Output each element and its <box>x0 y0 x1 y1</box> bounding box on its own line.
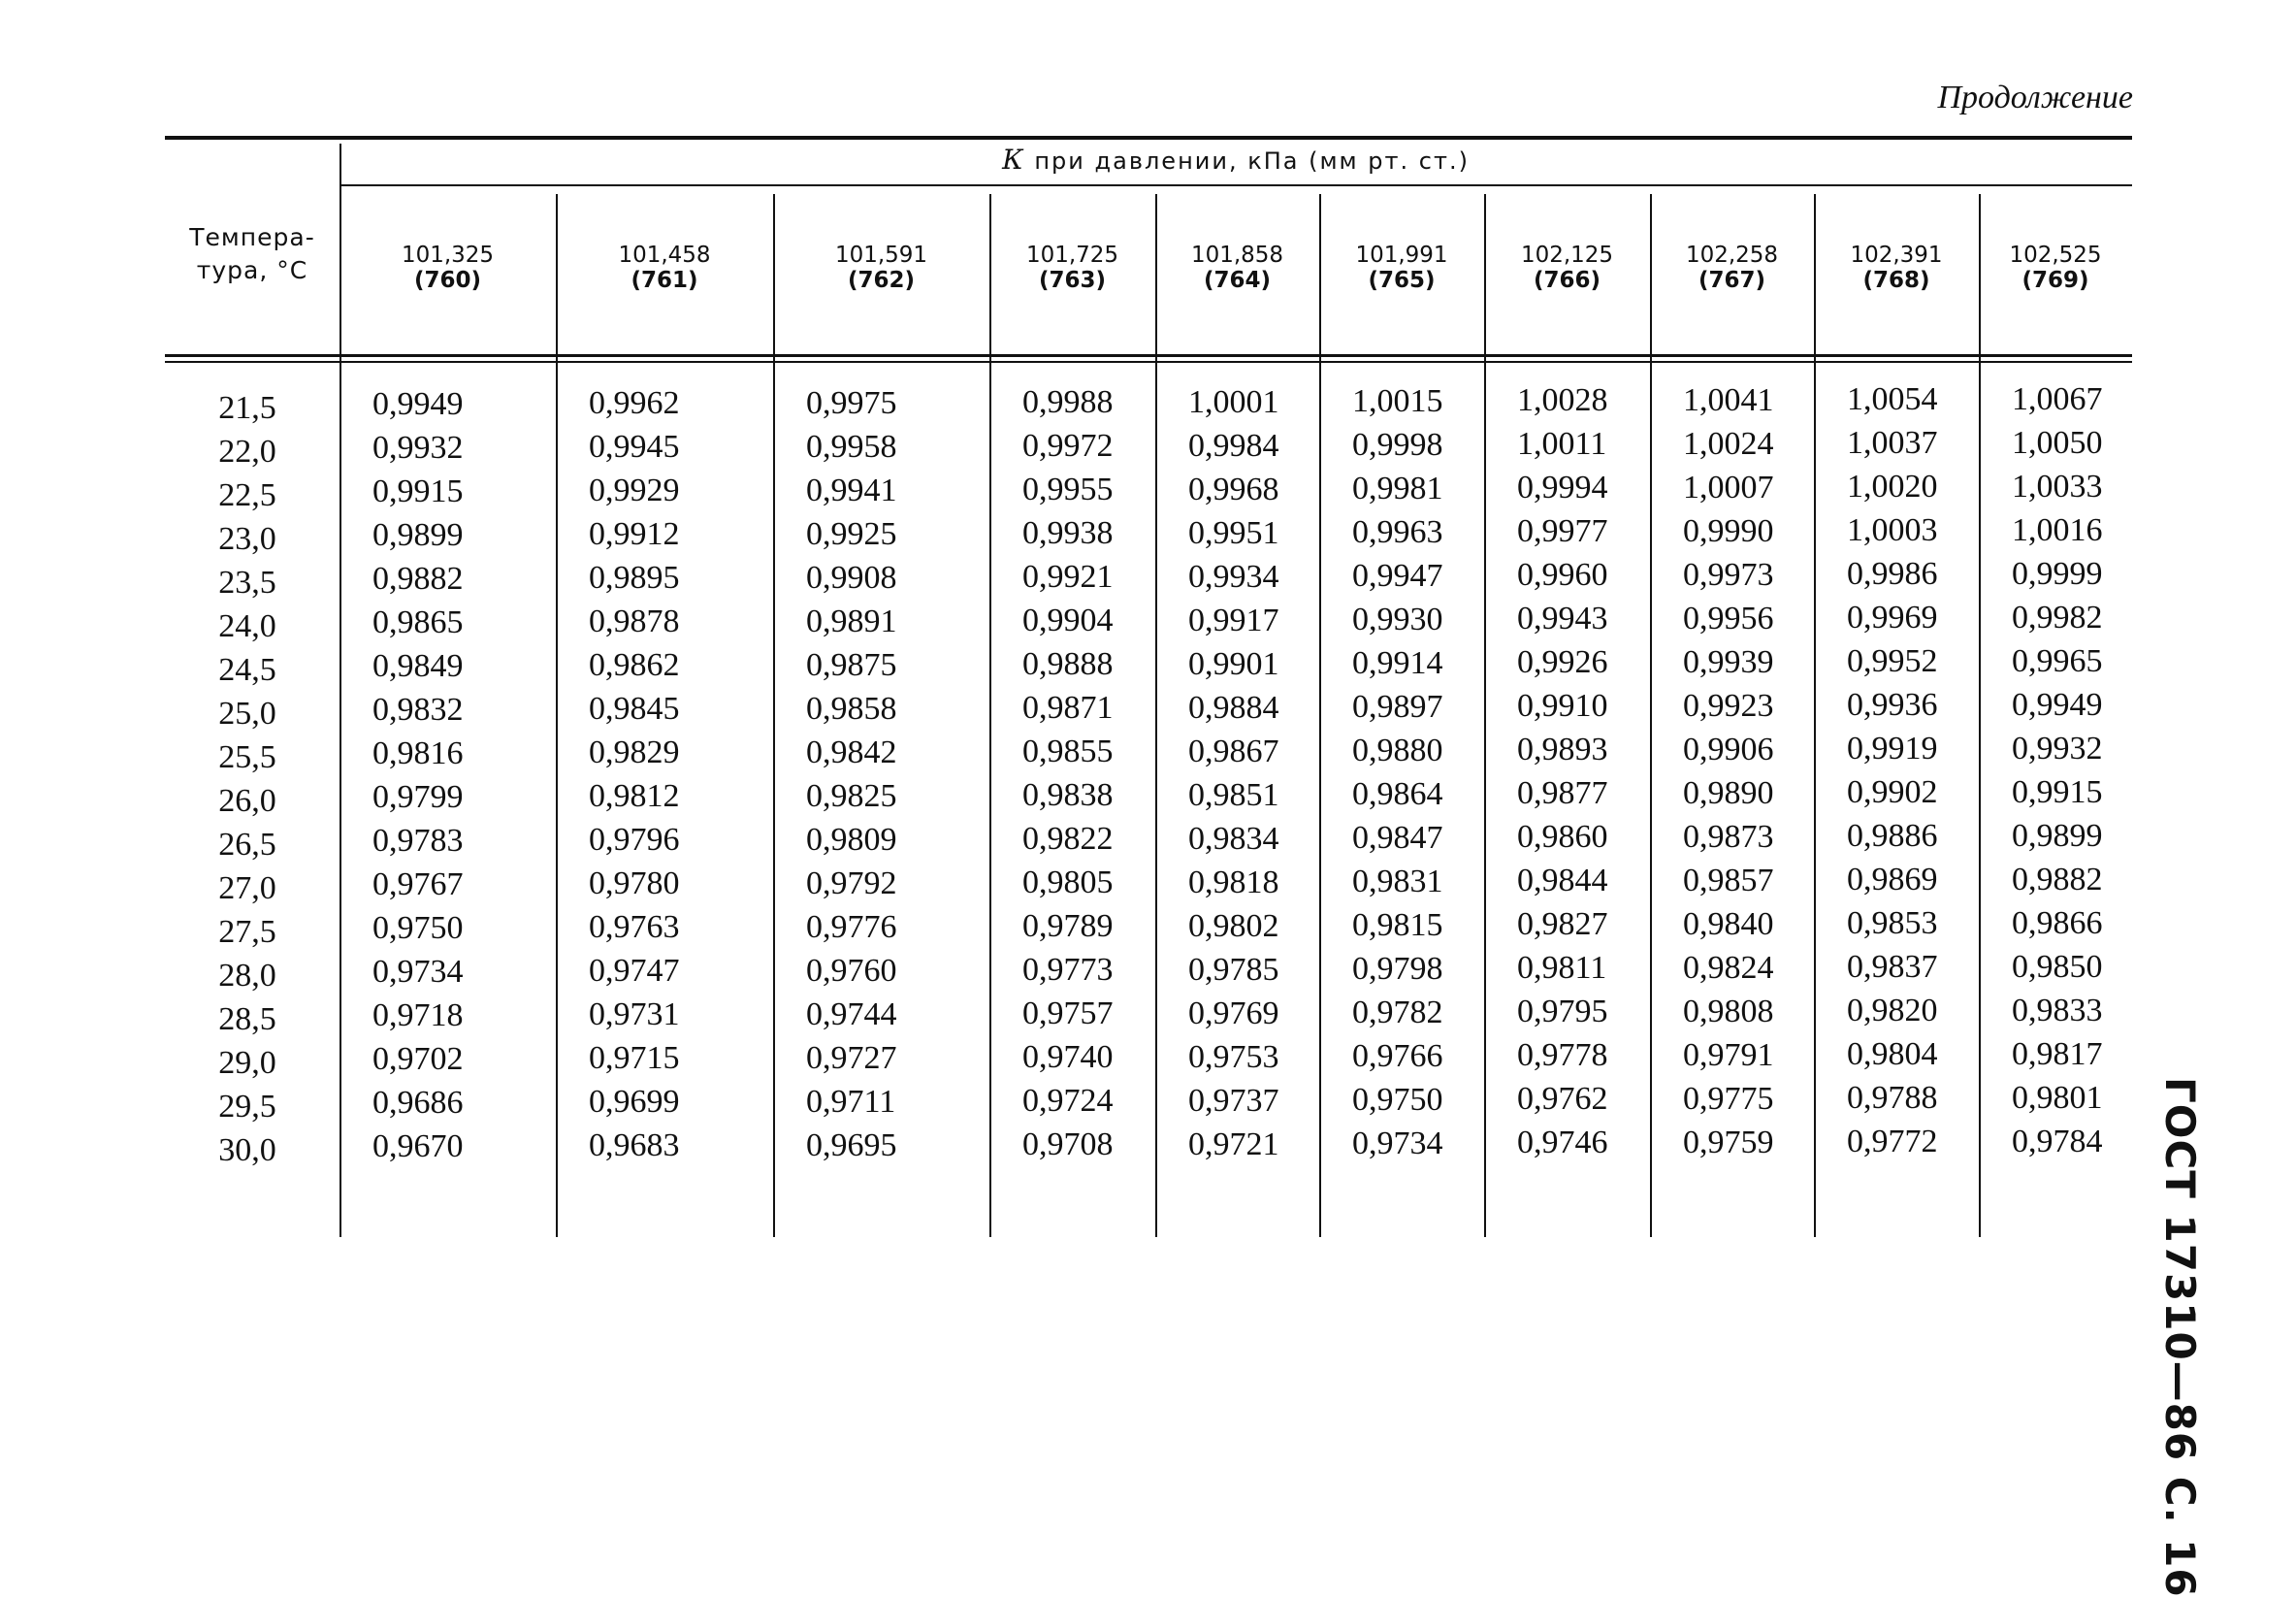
value-cell: 0,9873 <box>1683 818 1774 855</box>
value-cell: 0,9750 <box>372 910 464 946</box>
value-cell: 0,9888 <box>1022 646 1114 683</box>
value-cell: 0,9871 <box>1022 690 1114 727</box>
value-cell: 0,9914 <box>1352 645 1443 681</box>
temperature-cell: 24,5 <box>218 652 276 688</box>
value-cell: 0,9775 <box>1683 1080 1774 1117</box>
value-cell: 0,9737 <box>1188 1082 1279 1119</box>
value-cell: 0,9901 <box>1188 645 1279 682</box>
temperature-cell: 29,0 <box>218 1045 276 1081</box>
value-cell: 1,0033 <box>2012 468 2103 505</box>
value-cell: 0,9727 <box>806 1039 897 1076</box>
value-cell: 0,9977 <box>1517 513 1608 550</box>
value-cell: 0,9875 <box>806 646 897 683</box>
value-cell: 1,0016 <box>2012 511 2103 548</box>
column-header-mm: (767) <box>1698 268 1766 293</box>
column-divider <box>1155 194 1157 1237</box>
value-cell: 0,9833 <box>2012 992 2103 1028</box>
data-table <box>165 136 2132 1242</box>
value-cell: 0,9984 <box>1188 427 1279 464</box>
value-cell: 0,9999 <box>2012 555 2103 592</box>
value-cell: 0,9805 <box>1022 864 1114 901</box>
column-header-kpa: 101,991 <box>1355 243 1448 268</box>
value-cell: 0,9906 <box>1683 731 1774 767</box>
value-cell: 0,9816 <box>372 735 464 771</box>
value-cell: 0,9951 <box>1188 514 1279 551</box>
column-divider <box>1484 194 1486 1237</box>
column-divider <box>1650 194 1652 1237</box>
value-cell: 0,9850 <box>2012 948 2103 985</box>
value-cell: 0,9686 <box>372 1085 464 1121</box>
value-cell: 0,9811 <box>1517 950 1607 987</box>
continuation-label: Продолжение <box>1937 80 2133 115</box>
value-cell: 0,9783 <box>372 823 464 859</box>
temperature-header: Темпера-тура, °С <box>189 223 315 284</box>
value-cell: 0,9990 <box>1683 512 1774 549</box>
value-cell: 0,9915 <box>372 473 464 509</box>
value-cell: 0,9915 <box>2012 773 2103 810</box>
column-divider <box>1979 194 1981 1237</box>
value-cell: 0,9708 <box>1022 1126 1114 1163</box>
column-header-mm: (765) <box>1368 268 1436 293</box>
value-cell: 0,9936 <box>1847 687 1938 724</box>
column-divider <box>773 194 775 1237</box>
value-cell: 0,9840 <box>1683 905 1774 942</box>
column-header <box>1814 243 1979 293</box>
value-cell: 0,9849 <box>372 648 464 684</box>
value-cell: 0,9923 <box>1683 687 1774 724</box>
value-cell: 0,9867 <box>1188 733 1279 769</box>
value-cell: 0,9670 <box>372 1128 464 1164</box>
temperature-cell: 26,5 <box>218 827 276 863</box>
column-divider <box>1814 194 1816 1237</box>
column-header <box>556 243 773 293</box>
value-cell: 0,9845 <box>589 691 680 728</box>
value-cell: 0,9860 <box>1517 819 1608 856</box>
value-cell: 0,9818 <box>1188 864 1279 900</box>
value-cell: 0,9945 <box>589 429 680 466</box>
value-cell: 0,9815 <box>1352 907 1443 943</box>
value-cell: 0,9834 <box>1188 820 1279 857</box>
value-cell: 0,9731 <box>589 996 680 1033</box>
value-cell: 0,9902 <box>1847 774 1938 811</box>
value-cell: 0,9925 <box>806 515 897 552</box>
column-header-kpa: 101,591 <box>834 243 928 268</box>
value-cell: 0,9825 <box>806 777 897 814</box>
temperature-cell: 24,0 <box>218 608 276 644</box>
value-cell: 1,0024 <box>1683 425 1774 462</box>
value-cell: 0,9878 <box>589 603 680 640</box>
value-cell: 0,9829 <box>589 734 680 771</box>
value-cell: 0,9947 <box>1352 558 1443 594</box>
value-cell: 0,9776 <box>806 908 897 945</box>
column-header-mm: (763) <box>1038 268 1107 293</box>
value-cell: 0,9785 <box>1188 951 1279 988</box>
value-cell: 1,0001 <box>1188 383 1279 420</box>
value-cell: 1,0028 <box>1517 382 1608 419</box>
value-cell: 0,9886 <box>1847 818 1938 855</box>
value-cell: 0,9912 <box>589 516 680 553</box>
header-bottom-rule-2 <box>165 361 2132 363</box>
value-cell: 1,0041 <box>1683 381 1774 418</box>
value-cell: 0,9798 <box>1352 951 1443 987</box>
column-header <box>989 243 1155 293</box>
temperature-cell: 28,5 <box>218 1001 276 1037</box>
value-cell: 0,9910 <box>1517 688 1608 725</box>
value-cell: 0,9986 <box>1847 556 1938 593</box>
temperature-cell: 23,5 <box>218 565 276 601</box>
temperature-cell: 21,5 <box>218 390 276 426</box>
value-cell: 0,9792 <box>806 864 897 901</box>
value-cell: 0,9773 <box>1022 952 1114 989</box>
column-header-kpa: 101,325 <box>401 243 495 268</box>
value-cell: 0,9747 <box>589 953 680 990</box>
value-cell: 0,9962 <box>589 385 680 422</box>
value-cell: 0,9734 <box>1352 1125 1443 1161</box>
value-cell: 0,9899 <box>372 517 464 553</box>
column-header <box>340 243 556 293</box>
value-cell: 0,9851 <box>1188 776 1279 813</box>
value-cell: 0,9762 <box>1517 1081 1608 1118</box>
column-header-mm: (764) <box>1203 268 1272 293</box>
value-cell: 0,9799 <box>372 779 464 815</box>
value-cell: 0,9877 <box>1517 775 1608 812</box>
column-divider <box>1319 194 1321 1237</box>
value-cell: 1,0037 <box>1847 425 1938 462</box>
value-cell: 0,9702 <box>372 1041 464 1077</box>
value-cell: 0,9941 <box>806 472 897 508</box>
value-cell: 0,9763 <box>589 909 680 946</box>
value-cell: 0,9882 <box>2012 861 2103 897</box>
value-cell: 0,9757 <box>1022 995 1114 1032</box>
value-cell: 0,9750 <box>1352 1082 1443 1118</box>
value-cell: 0,9837 <box>1847 949 1938 986</box>
value-cell: 0,9919 <box>1847 731 1938 767</box>
value-cell: 0,9699 <box>589 1084 680 1121</box>
value-cell: 0,9789 <box>1022 908 1114 945</box>
value-cell: 0,9842 <box>806 734 897 770</box>
header-bottom-rule-1 <box>165 354 2132 357</box>
value-cell: 0,9796 <box>589 822 680 859</box>
value-cell: 0,9780 <box>589 865 680 902</box>
value-cell: 0,9932 <box>2012 730 2103 766</box>
column-header-kpa: 102,258 <box>1685 243 1779 268</box>
temperature-cell: 23,0 <box>218 521 276 557</box>
column-header-kpa: 101,458 <box>618 243 711 268</box>
value-cell: 0,9969 <box>1847 600 1938 636</box>
k-symbol: К <box>1002 144 1025 176</box>
value-cell: 0,9844 <box>1517 863 1608 899</box>
value-cell: 1,0050 <box>2012 424 2103 461</box>
value-cell: 0,9766 <box>1352 1038 1443 1074</box>
column-header-kpa: 102,125 <box>1520 243 1614 268</box>
value-cell: 0,9711 <box>806 1083 896 1120</box>
temperature-cell: 25,5 <box>218 739 276 775</box>
value-cell: 0,9760 <box>806 952 897 989</box>
column-header-mm: (761) <box>631 268 698 293</box>
value-cell: 0,9897 <box>1352 689 1443 725</box>
value-cell: 1,0003 <box>1847 512 1938 549</box>
value-cell: 0,9791 <box>1683 1036 1774 1073</box>
document-code-label: ГОСТ 17310—86 С. 16 <box>2156 1077 2204 1598</box>
value-cell: 0,9929 <box>589 473 680 509</box>
value-cell: 0,9802 <box>1188 907 1279 944</box>
value-cell: 0,9965 <box>2012 642 2103 679</box>
temperature-cell: 27,0 <box>218 870 276 906</box>
column-header-kpa: 102,525 <box>2009 243 2102 268</box>
column-header <box>1319 243 1484 293</box>
pressure-span-header <box>340 144 2132 176</box>
column-divider <box>340 144 341 1237</box>
value-cell: 0,9795 <box>1517 994 1608 1030</box>
value-cell: 0,9753 <box>1188 1038 1279 1075</box>
value-cell: 1,0015 <box>1352 383 1443 419</box>
column-header <box>1650 243 1814 293</box>
value-cell: 1,0011 <box>1517 426 1607 463</box>
value-cell: 0,9982 <box>2012 599 2103 636</box>
value-cell: 0,9740 <box>1022 1039 1114 1076</box>
value-cell: 0,9949 <box>2012 686 2103 723</box>
column-divider <box>556 194 558 1237</box>
value-cell: 0,9890 <box>1683 774 1774 811</box>
temperature-cell: 22,5 <box>218 477 276 513</box>
value-cell: 0,9778 <box>1517 1037 1608 1074</box>
column-divider <box>989 194 991 1237</box>
temperature-cell: 30,0 <box>218 1132 276 1168</box>
column-header <box>1979 243 2132 293</box>
value-cell: 0,9968 <box>1188 471 1279 507</box>
value-cell: 0,9784 <box>2012 1123 2103 1159</box>
value-cell: 0,9865 <box>372 604 464 640</box>
value-cell: 1,0054 <box>1847 381 1938 418</box>
value-cell: 0,9891 <box>806 603 897 639</box>
value-cell: 0,9724 <box>1022 1083 1114 1120</box>
value-cell: 1,0067 <box>2012 380 2103 417</box>
table-top-rule <box>165 136 2132 140</box>
column-header <box>1155 243 1319 293</box>
value-cell: 0,9721 <box>1188 1125 1279 1162</box>
value-cell: 0,9718 <box>372 997 464 1033</box>
value-cell: 0,9956 <box>1683 600 1774 636</box>
value-cell: 0,9880 <box>1352 733 1443 768</box>
value-cell: 0,9759 <box>1683 1124 1774 1160</box>
value-cell: 0,9832 <box>372 692 464 728</box>
temperature-cell: 26,0 <box>218 783 276 819</box>
column-header <box>773 243 989 293</box>
value-cell: 0,9884 <box>1188 689 1279 726</box>
value-cell: 0,9893 <box>1517 732 1608 768</box>
value-cell: 0,9767 <box>372 866 464 902</box>
value-cell: 0,9917 <box>1188 602 1279 638</box>
value-cell: 0,9847 <box>1352 820 1443 856</box>
value-cell: 0,9988 <box>1022 384 1114 421</box>
value-cell: 0,9952 <box>1847 643 1938 680</box>
temperature-cell: 25,0 <box>218 696 276 732</box>
column-header-kpa: 101,725 <box>1025 243 1119 268</box>
value-cell: 0,9866 <box>2012 904 2103 941</box>
column-header-mm: (762) <box>847 268 916 293</box>
temperature-cell: 22,0 <box>218 434 276 470</box>
value-cell: 0,9899 <box>2012 817 2103 854</box>
value-cell: 0,9734 <box>372 954 464 990</box>
value-cell: 0,9908 <box>806 559 897 596</box>
value-cell: 0,9746 <box>1517 1125 1608 1161</box>
value-cell: 0,9808 <box>1683 993 1774 1029</box>
pressure-span-text: при давлении, кПа (мм рт. ст.) <box>1024 147 1470 175</box>
value-cell: 0,9932 <box>372 430 464 466</box>
value-cell: 0,9858 <box>806 690 897 727</box>
value-cell: 0,9782 <box>1352 995 1443 1030</box>
value-cell: 0,9853 <box>1847 905 1938 942</box>
column-header-kpa: 101,858 <box>1190 243 1284 268</box>
value-cell: 0,9855 <box>1022 734 1114 770</box>
value-cell: 0,9882 <box>372 561 464 597</box>
span-header-rule <box>340 184 2132 186</box>
value-cell: 1,0007 <box>1683 469 1774 505</box>
value-cell: 0,9895 <box>589 560 680 597</box>
value-cell: 0,9862 <box>589 647 680 684</box>
value-cell: 0,9824 <box>1683 949 1774 986</box>
column-header-mm: (760) <box>413 268 482 293</box>
value-cell: 0,9857 <box>1683 862 1774 898</box>
value-cell: 0,9804 <box>1847 1036 1938 1073</box>
temperature-cell: 28,0 <box>218 958 276 994</box>
value-cell: 0,9838 <box>1022 777 1114 814</box>
value-cell: 0,9975 <box>806 384 897 421</box>
temperature-cell: 29,5 <box>218 1089 276 1125</box>
value-cell: 0,9972 <box>1022 428 1114 465</box>
column-header-mm: (768) <box>1862 268 1930 293</box>
value-cell: 0,9973 <box>1683 556 1774 593</box>
value-cell: 0,9960 <box>1517 557 1608 594</box>
value-cell: 0,9827 <box>1517 906 1608 943</box>
column-header-mm: (766) <box>1533 268 1601 293</box>
value-cell: 0,9744 <box>806 995 897 1032</box>
value-cell: 0,9963 <box>1352 514 1443 550</box>
value-cell: 0,9939 <box>1683 643 1774 680</box>
value-cell: 0,9998 <box>1352 427 1443 463</box>
value-cell: 0,9772 <box>1847 1124 1938 1160</box>
value-cell: 0,9930 <box>1352 602 1443 637</box>
value-cell: 0,9921 <box>1022 559 1114 596</box>
value-cell: 0,9812 <box>589 778 680 815</box>
value-cell: 0,9820 <box>1847 993 1938 1029</box>
value-cell: 0,9864 <box>1352 776 1443 812</box>
value-cell: 0,9822 <box>1022 821 1114 858</box>
value-cell: 1,0020 <box>1847 469 1938 505</box>
value-cell: 0,9817 <box>2012 1035 2103 1072</box>
value-cell: 0,9943 <box>1517 601 1608 637</box>
value-cell: 0,9955 <box>1022 472 1114 508</box>
value-cell: 0,9695 <box>806 1126 897 1163</box>
value-cell: 0,9938 <box>1022 515 1114 552</box>
value-cell: 0,9949 <box>372 386 464 422</box>
value-cell: 0,9809 <box>806 821 897 858</box>
column-header-kpa: 102,391 <box>1850 243 1943 268</box>
value-cell: 0,9788 <box>1847 1080 1938 1117</box>
value-cell: 0,9715 <box>589 1040 680 1077</box>
value-cell: 0,9981 <box>1352 471 1443 506</box>
column-header-mm: (769) <box>2021 268 2089 293</box>
value-cell: 0,9958 <box>806 428 897 465</box>
temperature-cell: 27,5 <box>218 914 276 950</box>
value-cell: 0,9769 <box>1188 995 1279 1031</box>
value-cell: 0,9926 <box>1517 644 1608 681</box>
value-cell: 0,9994 <box>1517 470 1608 506</box>
column-header <box>1484 243 1650 293</box>
value-cell: 0,9683 <box>589 1127 680 1164</box>
value-cell: 0,9869 <box>1847 862 1938 898</box>
value-cell: 0,9934 <box>1188 558 1279 595</box>
value-cell: 0,9904 <box>1022 603 1114 639</box>
value-cell: 0,9831 <box>1352 864 1443 899</box>
value-cell: 0,9801 <box>2012 1079 2103 1116</box>
